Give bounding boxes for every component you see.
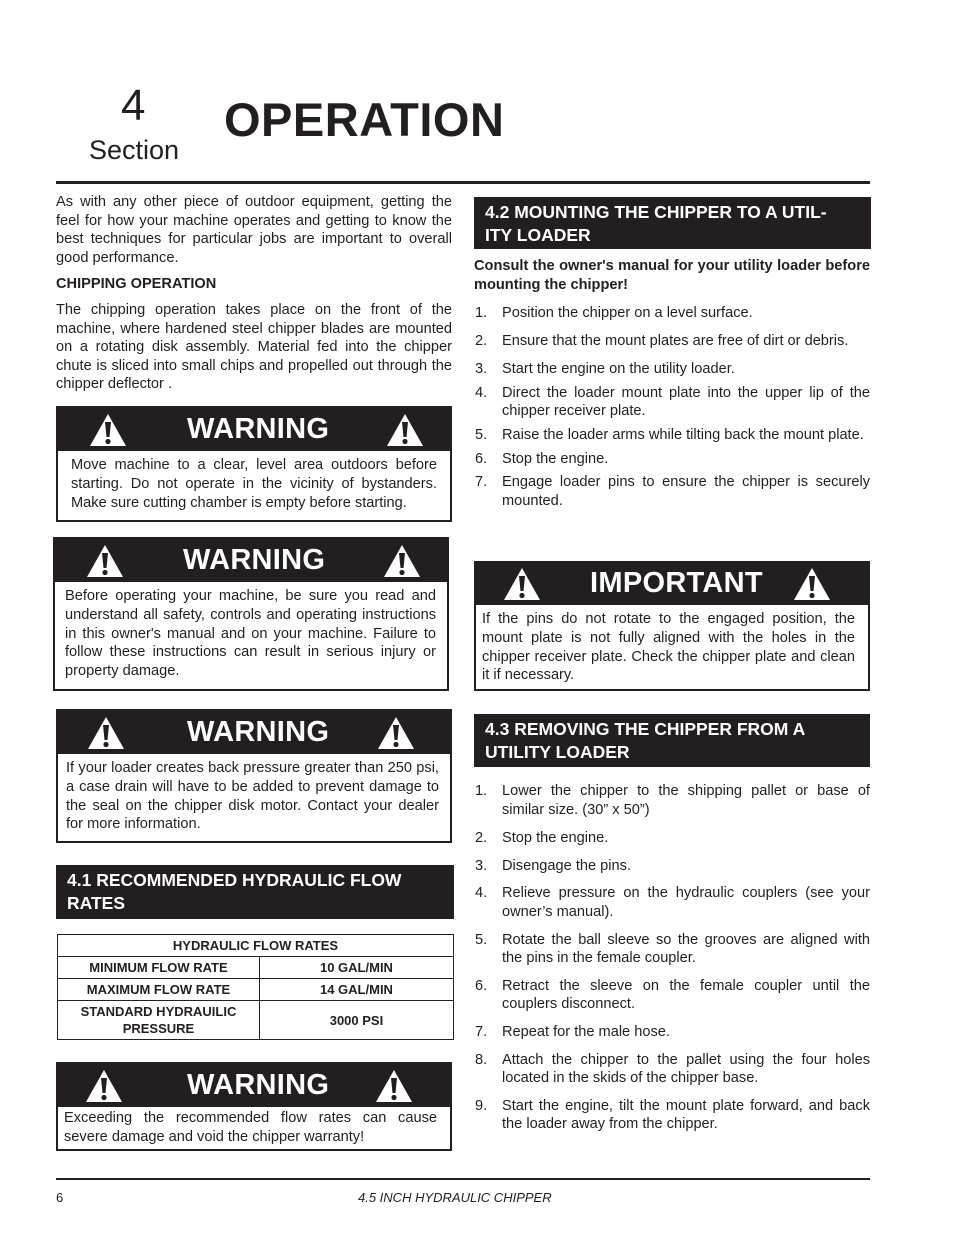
list-text: Stop the engine. [502, 450, 609, 467]
warning-triangle-icon [86, 715, 126, 751]
warning-triangle-icon [88, 412, 128, 448]
list-item [474, 360, 870, 379]
list-number: 6. [475, 977, 488, 994]
list-number: 7. [475, 474, 488, 491]
list-item [474, 304, 870, 323]
table-row [58, 979, 454, 1001]
list-text: Position the chipper on a level surface. [502, 305, 753, 321]
table-header-row [58, 935, 454, 957]
list-number: 3. [475, 361, 488, 378]
warning-text: If your loader creates back pressure greater than 250 psi, a case drain will have to be added to prevent damage to the seal on the chipper disk motor. Contact your dealer for more information. [66, 760, 439, 833]
list-item [474, 384, 870, 421]
warning-header [58, 1064, 450, 1107]
footer-divider [56, 1178, 870, 1180]
section-heading-4-3 [474, 714, 870, 767]
list-text: Raise the loader arms while tilting back the mount plate. [502, 426, 864, 443]
warning-label: WARNING [187, 413, 330, 445]
section-label: Section [89, 135, 180, 165]
list-number: 2. [475, 332, 488, 349]
list-number: 1. [475, 783, 488, 799]
section-heading-line: 4.1 RECOMMENDED HYDRAULIC FLOW [67, 870, 402, 890]
list-text: Retract the sleeve on the female coupler until the couplers disconnect. [502, 977, 870, 1013]
list-text: Rotate the ball sleeve so the grooves are aligned with the pins in the female coupler. [502, 931, 870, 967]
warning-triangle-icon [502, 566, 542, 602]
table-cell-value: 10 GAL/MIN [259, 957, 453, 979]
section-heading-line: UTILITY LOADER [485, 742, 630, 762]
warning-triangle-icon [374, 1068, 414, 1104]
list-number: 9. [475, 1097, 488, 1114]
section-heading-line: 4.3 REMOVING THE CHIPPER FROM A [485, 719, 806, 739]
important-label: IMPORTANT [590, 567, 763, 599]
warning-triangle-icon [376, 715, 416, 751]
list-text: Relieve pressure on the hydraulic couplers (see your owner’s manual). [502, 885, 870, 920]
important-box [474, 561, 870, 691]
section-heading-line: RATES [67, 893, 126, 913]
warning-text: Before operating your machine, be sure you read and understand all safety, controls and operating instructions in this owner's manual and on your machine. Failure to follow these instructions can result in serious injury or property damage. [65, 588, 436, 680]
remove-steps-list [474, 782, 870, 1134]
section-heading-4-2 [474, 197, 871, 249]
list-number: 5. [475, 426, 488, 443]
warning-header [55, 539, 447, 582]
list-item [474, 829, 870, 848]
warning-header [58, 711, 450, 754]
list-number: 6. [475, 450, 488, 467]
list-number: 2. [475, 830, 488, 847]
list-item [474, 1097, 870, 1134]
list-text: Stop the engine. [502, 830, 609, 847]
table-header: HYDRAULIC FLOW RATES [58, 935, 454, 957]
section-heading-line: ITY LOADER [485, 225, 591, 245]
list-text: Attach the chipper to the pallet using the four holes located in the skids of the chipper base. [502, 1051, 870, 1087]
list-item [474, 1023, 870, 1042]
warning-triangle-icon [84, 1068, 124, 1104]
list-text: Repeat for the male hose. [502, 1023, 670, 1040]
list-item [474, 450, 870, 469]
mount-steps-list [474, 304, 870, 510]
list-number: 4. [475, 885, 488, 902]
warning-box [56, 406, 452, 522]
table-row [58, 957, 454, 979]
warning-triangle-icon [382, 543, 422, 579]
intro-paragraph: As with any other piece of outdoor equipment, getting the feel for how your machine operates and getting to know the best techniques for particular jobs are important to overall good performance. [56, 194, 452, 266]
list-text: Disengage the pins. [502, 857, 631, 874]
document-title: 4.5 INCH HYDRAULIC CHIPPER [358, 1190, 552, 1205]
page-number: 6 [56, 1190, 64, 1205]
warning-box [53, 537, 449, 691]
list-item [474, 782, 870, 819]
section-number: 4 [121, 81, 146, 130]
list-item [474, 1051, 870, 1088]
chipping-heading: CHIPPING OPERATION [56, 276, 217, 292]
important-text: If the pins do not rotate to the engaged position, the mount plate is not fully aligned with the holes in the chipper receiver plate. Check the chipper plate and clean it if necessary. [482, 611, 855, 684]
list-text: Start the engine on the utility loader. [502, 361, 735, 378]
list-item [474, 473, 870, 510]
table-cell-label: MAXIMUM FLOW RATE [58, 979, 260, 1001]
table-cell-label: STANDARD HYDRAUILIC PRESSURE [58, 1001, 260, 1040]
list-text: Engage loader pins to ensure the chipper is securely mounted. [502, 474, 870, 509]
list-text: Direct the loader mount plate into the upper lip of the chipper receiver plate. [502, 384, 870, 420]
header-divider [56, 181, 870, 184]
chipping-paragraph: The chipping operation takes place on the front of the machine, where hardened steel chipper blades are mounted on a rotating disk assembly. Material fed into the chipper chute is sliced into small chips and propelled out through the chipper deflector . [56, 302, 452, 393]
important-header [476, 563, 868, 605]
table-cell-value: 14 GAL/MIN [259, 979, 453, 1001]
list-number: 8. [475, 1051, 488, 1068]
warning-label: WARNING [187, 1069, 330, 1101]
warning-text: Exceeding the recommended flow rates can cause severe damage and void the chipper warranty! [64, 1110, 437, 1145]
warning-box [56, 709, 452, 843]
warning-text: Move machine to a clear, level area outdoors before starting. Do not operate in the vicinity of bystanders. Make sure cutting chamber is empty before starting. [71, 457, 437, 511]
list-number: 4. [475, 384, 488, 401]
list-text: Lower the chipper to the shipping pallet or base of similar size. (30” x 50”) [502, 783, 870, 818]
hydraulic-flow-table [57, 934, 454, 1040]
table-row [58, 1001, 454, 1040]
warning-triangle-icon [385, 412, 425, 448]
section-heading-line: 4.2 MOUNTING THE CHIPPER TO A UTIL- [485, 202, 827, 222]
list-text: Start the engine, tilt the mount plate forward, and back the loader away from the chipper. [502, 1097, 870, 1133]
warning-label: WARNING [183, 544, 326, 576]
list-item [474, 857, 870, 876]
list-item [474, 332, 870, 351]
warning-triangle-icon [792, 566, 832, 602]
table-cell-value: 3000 PSI [259, 1001, 453, 1040]
section-heading-4-1 [56, 865, 454, 919]
list-item [474, 426, 870, 445]
warning-label: WARNING [187, 716, 330, 748]
list-item [474, 931, 870, 968]
list-number: 5. [475, 931, 488, 948]
consult-note: Consult the owner's manual for your utility loader before mounting the chipper! [474, 258, 870, 293]
table-cell-label: MINIMUM FLOW RATE [58, 957, 260, 979]
warning-triangle-icon [85, 543, 125, 579]
list-number: 7. [475, 1023, 488, 1040]
list-number: 3. [475, 857, 488, 874]
list-item [474, 884, 870, 921]
list-number: 1. [475, 305, 488, 321]
list-text: Ensure that the mount plates are free of dirt or debris. [502, 332, 849, 349]
page-title: OPERATION [224, 93, 505, 146]
warning-header [58, 408, 450, 451]
warning-box [56, 1062, 452, 1151]
list-item [474, 977, 870, 1014]
